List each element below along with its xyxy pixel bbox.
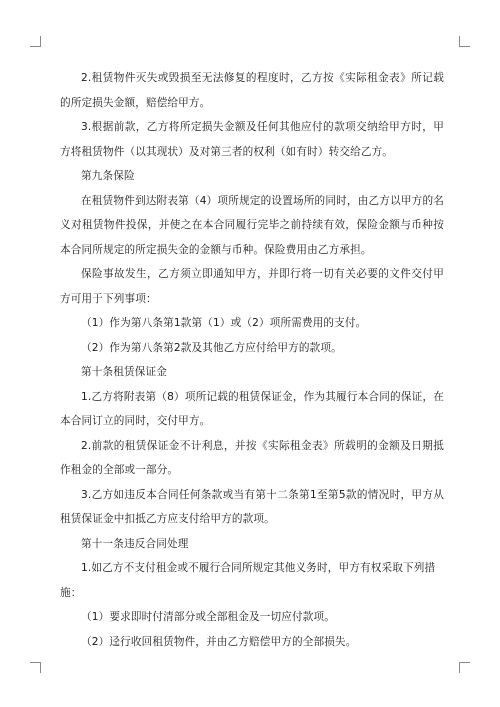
- clause-9-item-1: （1）作为第八条第1款第（1）或（2）项所需费用的支付。: [81, 317, 367, 329]
- crop-mark-top-left: [30, 36, 41, 47]
- crop-mark-bottom-right: [459, 662, 470, 673]
- clause-11-subitem-2: （2）迳行收回租赁物件，并由乙方赔偿甲方的全部损失。: [81, 635, 357, 648]
- clause-9-paragraph-1: 在租赁物件到达附表第（4）项所规定的设置场所的同时，由乙方以甲方的名义对租赁物件投保，并使之在本合同履行完毕之前持续有效，保险金额与币种按本合同所规定的所定损失金的金额与币种。保险费用由乙方承担。: [60, 194, 444, 256]
- clause-11-subitem-1: （1）要求即时付清部分或全部租金及一切应付款项。: [81, 611, 335, 623]
- heading-article-10: 第十条租赁保证金: [81, 366, 167, 378]
- clause-10-item-1: 1.乙方将附表第（8）项所记载的租赁保证金，作为其履行本合同的保证，在本合同订立的同时，交付甲方。: [60, 390, 444, 427]
- document-body: [60, 66, 444, 654]
- crop-mark-top-right: [459, 36, 470, 47]
- clause-9-item-2: （2）作为第八条第2款及其他乙方应付给甲方的款项。: [81, 341, 342, 354]
- heading-article-11: 第十一条违反合同处理: [81, 537, 189, 550]
- clause-10-item-3: 3.乙方如违反本合同任何条款或当有第十二条第1至第5款的情况时，甲方从租赁保证金中扣抵乙方应支付给甲方的款项。: [60, 488, 444, 525]
- clause-10-item-2: 2.前款的租赁保证金不计利息，并按《实际租金表》所载明的金额及日期抵作租金的全部或一部分。: [60, 439, 444, 476]
- crop-mark-bottom-left: [30, 662, 41, 673]
- heading-article-9: 第九条保险: [81, 170, 135, 182]
- clause-11-item-1: 1.如乙方不支付租金或不履行合同所规定其他义务时，甲方有权采取下列措施：: [60, 562, 436, 599]
- clause-8-item-2: 2.租赁物件灭失或毁损至无法修复的程度时，乙方按《实际租金表》所记载的所定损失金额，赔偿给甲方。: [60, 72, 444, 109]
- clause-9-paragraph-2: 保险事故发生，乙方须立即通知甲方，并即行将一切有关必要的文件交付甲方可用于下列事项：: [60, 268, 444, 305]
- clause-8-item-3: 3.根据前款，乙方将所定损失金额及任何其他应付的款项交纳给甲方时，甲方将租赁物件（以其现状）及对第三者的权利（如有时）转交给乙方。: [60, 121, 444, 158]
